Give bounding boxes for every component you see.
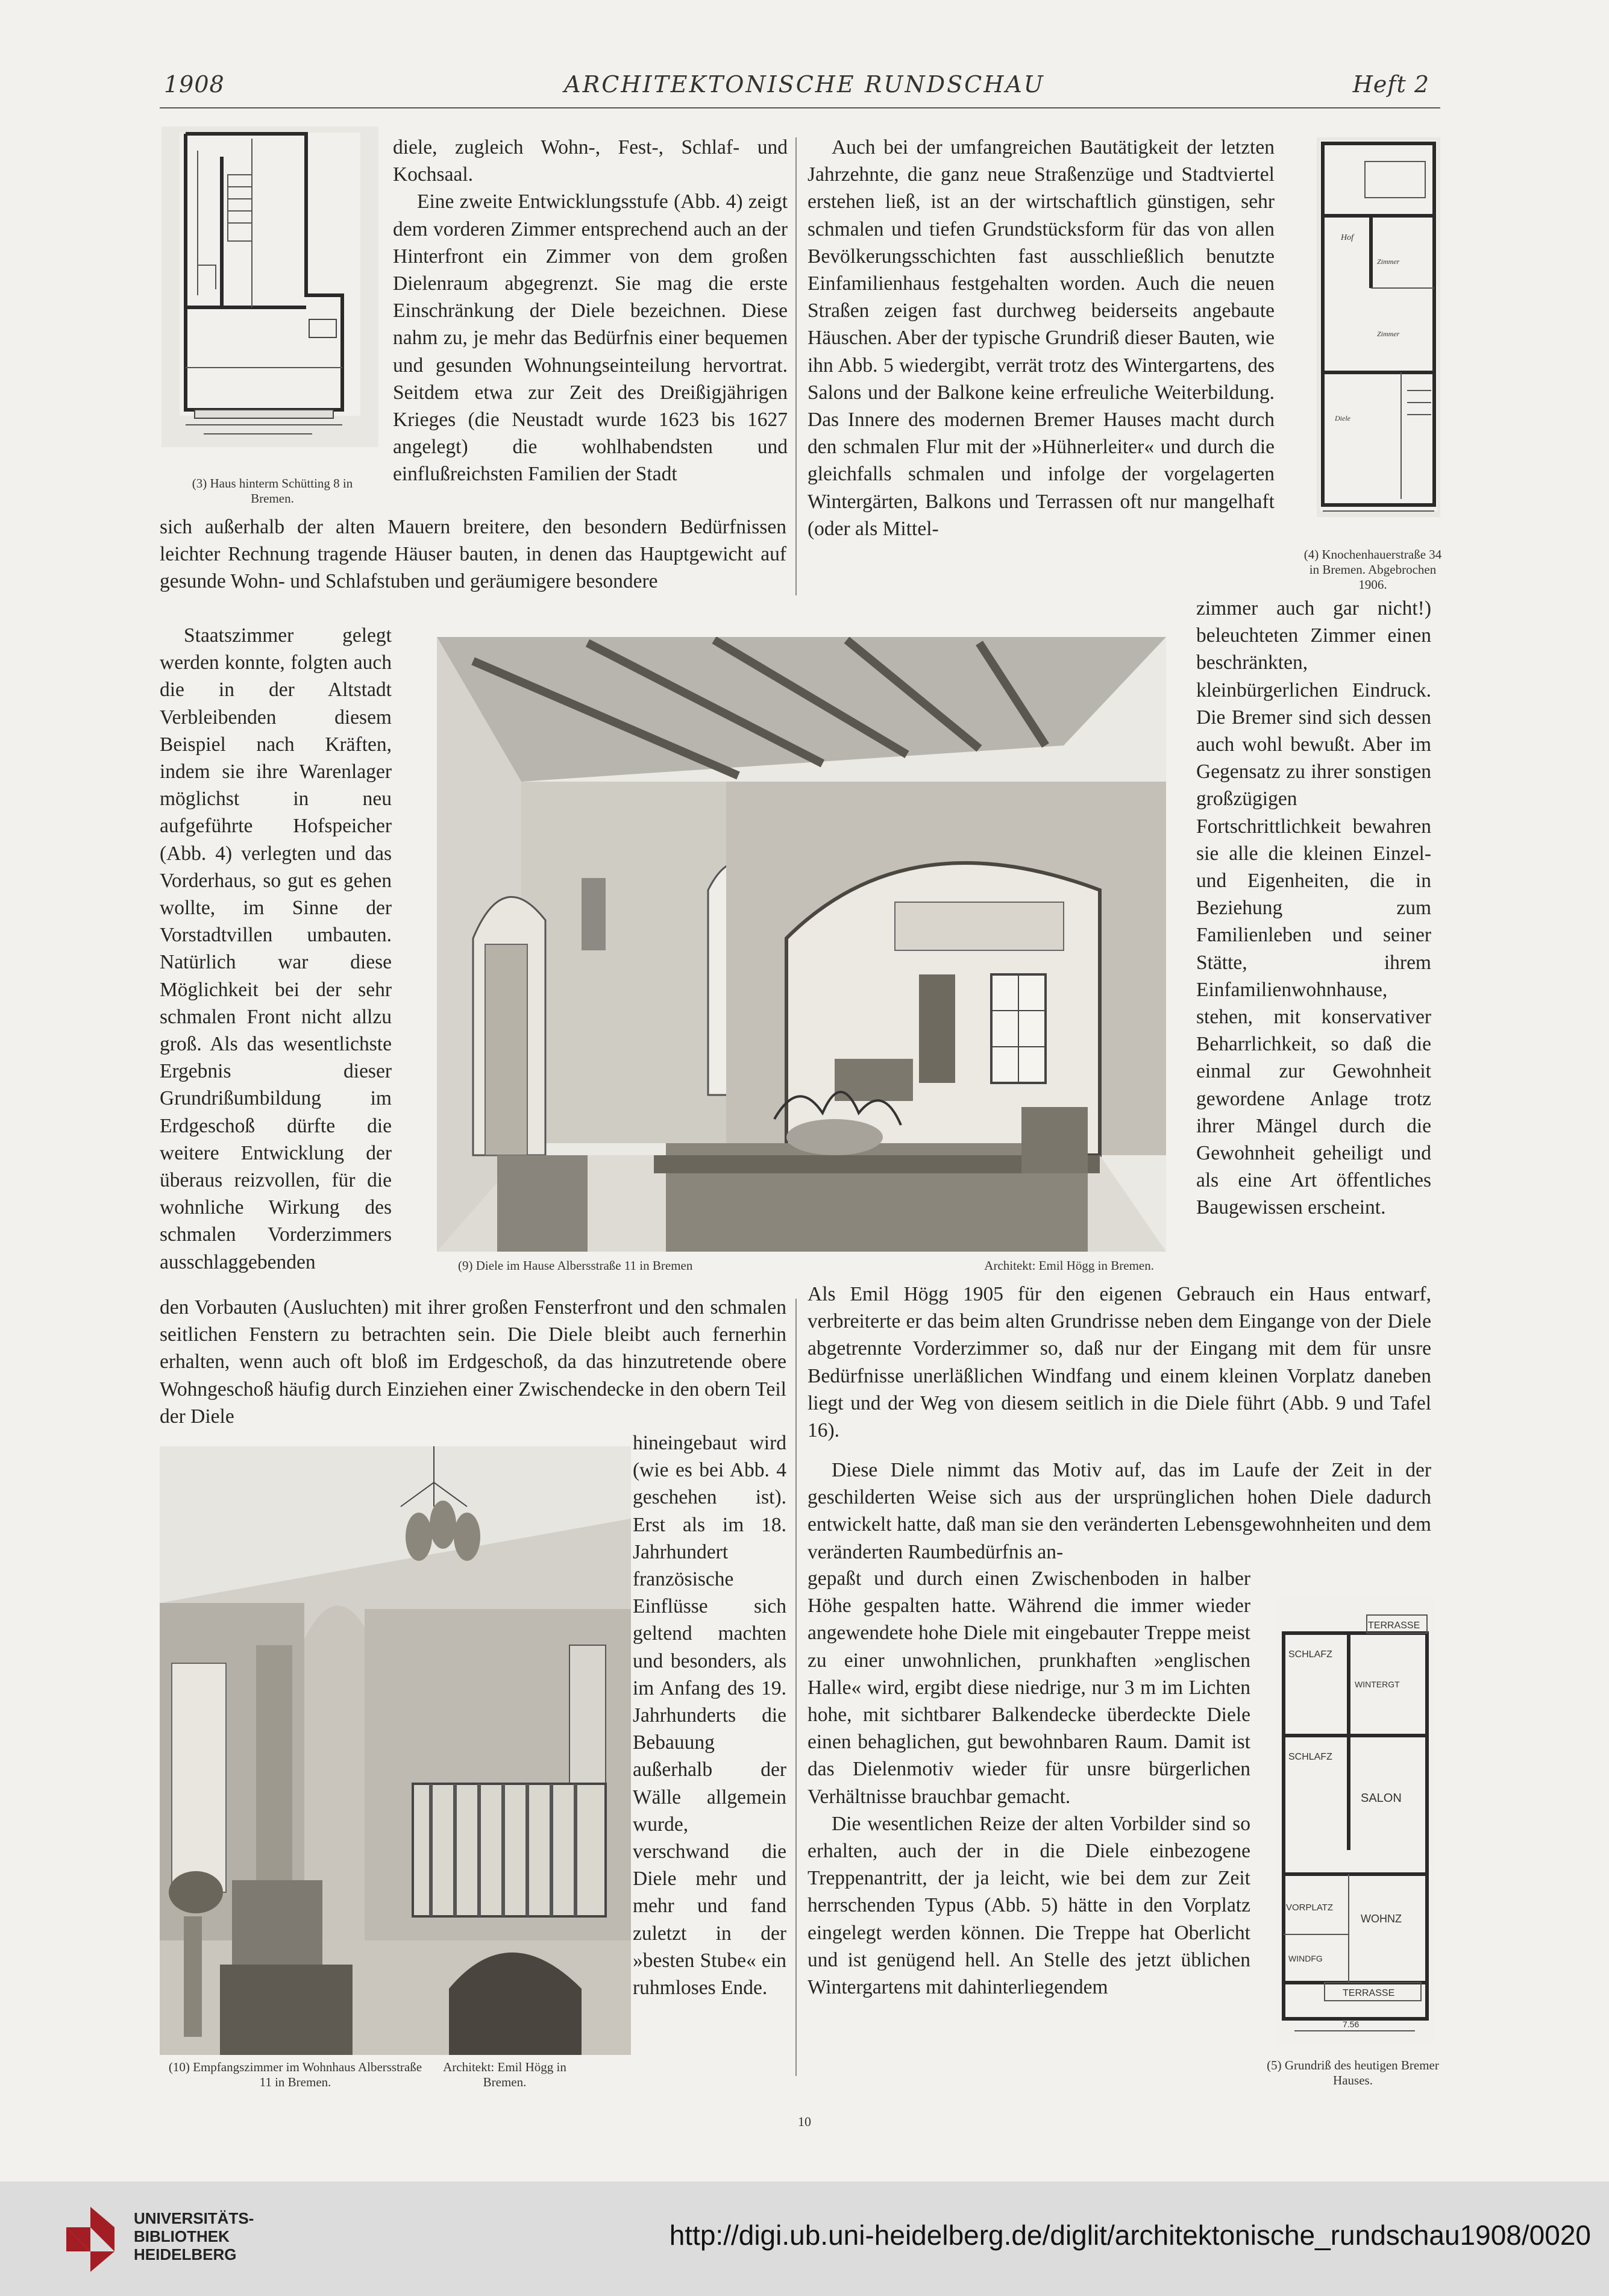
figure-9-caption-right: Architekt: Emil Högg in Bremen. <box>984 1258 1154 1273</box>
plan4-label-zimmer-1: Zimmer <box>1377 257 1400 266</box>
figure-4-floor-plan <box>1317 137 1440 517</box>
plan4-label-diele: Diele <box>1335 414 1350 422</box>
library-name <box>134 2209 254 2263</box>
col1-full-text: sich außerhalb der alten Mauern breitere, den besondern Bedürfnissen leichter Rechnung tragende Häuser bauten, in denen das Hauptgewicht auf gesunde Wohn- und Schlafstuben und geräumigere besondere <box>160 516 786 593</box>
library-name-line-3: HEIDELBERG <box>134 2245 237 2263</box>
col2-lower-text <box>808 1457 1431 1566</box>
col1-narrow-text: Staatszimmer gelegt werden konnte, folgten auch die in der Altstadt Verbleibenden diesem Beispiel nach Kräften, indem sie ihre Warenlager möglichst in neu aufgeführte Hofspeicher (Abb. 4) verlegten und das Vorderhaus, so gut es gehen wollte, im Sinne der Vorstadtvillen umbauten. Natürlich war diese Möglichkeit bei der sehr schmalen Front nicht allzu groß. Als das wesentlichste Ergebnis dieser Grundrißumbildung im Erdgeschoß dürfte die weitere Entwicklung der überaus reizvollen, für die wohnliche Wirkung des schmalen Vorderzimmers ausschlaggebenden <box>160 624 392 1273</box>
library-name-line-1: UNIVERSITÄTS- <box>134 2209 254 2227</box>
plan5-label-terrasse-top: TERRASSE <box>1368 1620 1420 1631</box>
library-name-line-2: BIBLIOTHEK <box>134 2227 230 2245</box>
source-url-link[interactable]: http://digi.ub.uni-heidelberg.de/diglit/architektonische_rundschau1908/0020 <box>669 2219 1591 2251</box>
university-library-logo-icon <box>54 2203 127 2276</box>
plan5-label-schlafz-1: SCHLAFZ <box>1288 1649 1332 1660</box>
figure-3-floor-plan <box>162 127 378 447</box>
header-rule <box>160 107 1440 108</box>
figure-5-caption: (5) Grundriß des heutigen Bremer Hauses. <box>1267 2058 1439 2087</box>
plan5-label-dim: 7.56 <box>1343 2019 1360 2029</box>
column-divider <box>795 1299 797 2076</box>
plan5-label-terrasse-bottom: TERRASSE <box>1343 1988 1395 1998</box>
plan5-label-wintergt: WINTERGT <box>1355 1680 1400 1689</box>
figure-10-caption-right: Architekt: Emil Högg in Bremen. <box>443 2060 566 2089</box>
header-year: 1908 <box>164 71 225 98</box>
plan4-label-hof: Hof <box>1341 233 1353 242</box>
digitization-footer <box>0 2182 1609 2296</box>
col2-paragraph-p2a: Diese Diele nimmt das Motiv auf, das im Laufe der Zeit in der geschilderten Weise sich aus der ursprünglichen hohen Diele dadurch entwickelt hatte, daß man sie den veränderten Lebensgewohnheiten und dem veränderten Raumbedürfnis an- <box>808 1459 1431 1563</box>
col2-upper-text: Auch bei der umfangreichen Bautätigkeit der letzten Jahrzehnte, die ganz neue Straßenzüge und Stadtviertel erstehen ließ, ist an der wirtschaftlich günstigen, sehr schmalen und tiefen Grundstücksform für das von allen Bevölkerungsschichten fast ausschließlich benutzte Einfamilienhaus festgehalten worden. Auch die neuen Straßen zeigen fast durchweg beiderseits angebaute Häuschen. Aber der typische Grundriß dieser Bauten, wie ihn Abb. 5 wiedergibt, verrät trotz des Wintergartens, des Salons und der Balkone keine erfreuliche Weiterbildung. Das Innere des modernen Bremer Hauses macht durch den schmalen Flur mit der »Hühnerleiter« und durch die gleichfalls schmalen und infolge der vorgelagerten Wintergärten, Balkons und Terrassen oft nur mangelhaft (oder als Mittel- <box>808 136 1275 540</box>
figure-3-caption: (3) Haus hinterm Schütting 8 in Bremen. <box>192 476 353 506</box>
col2-wide-text: Als Emil Högg 1905 für den eigenen Gebrauch ein Haus entwarf, verbreiterte er das beim alten Grundrisse neben dem Eingange von der Diele abgetrennte Vorderzimmer so, daß nur der Eingang mit dem für unsre Bedürfnisse unerläßlichen Windfang und einem kleinen Vorplatz daneben liegt und der Weg von diesem seitlich in die Diele führt (Abb. 9 und Tafel 16). <box>808 1283 1431 1442</box>
plan5-label-schlafz-2: SCHLAFZ <box>1288 1752 1332 1762</box>
col1-paragraph-2: Eine zweite Entwicklungsstufe (Abb. 4) zeigt dem vorderen Zimmer entsprechend auch an der Hinterfront ein Zimmer von dem großen Dielenraum abgegrenzt. Sie mag die erste Einschränkung der Diele bezeichnen. Diese nahm zu, je mehr das Bedürfnis einer bequemen und gesunden Wohnungseinteilung hervortrat. Seitdem etwa zur Zeit des Dreißigjährigen Krieges (die Neustadt wurde 1623 bis 1627 angelegt) die wohlhabendsten und einflußreichsten Familien der Stadt <box>393 190 788 486</box>
col1-bottom-text: hineingebaut wird (wie es bei Abb. 4 geschehen ist). Erst als im 18. Jahrhundert französische Einflüsse sich geltend machten und besonders, als im Anfang des 19. Jahrhunderts die Bebauung außerhalb der Wälle allgemein wurde, verschwand die Diele mehr und mehr und fand zuletzt in der »besten Stube« ein ruhmloses Ende. <box>633 1432 786 2000</box>
plan5-label-wohnz: WOHNZ <box>1361 1913 1402 1925</box>
header-title: ARCHITEKTONISCHE RUNDSCHAU <box>564 71 1045 98</box>
col1-upper-text <box>393 134 788 488</box>
col2-narrow-lower-text <box>808 1565 1250 2001</box>
page-number: 10 <box>798 2114 811 2129</box>
figure-9-caption-left: (9) Diele im Hause Albersstraße 11 in Bremen <box>458 1258 693 1273</box>
figure-4-caption: (4) Knochenhauerstraße 34 in Bremen. Abgebrochen 1906. <box>1303 547 1442 592</box>
col2-paragraph-p3: Die wesentlichen Reize der alten Vorbilder sind so erhalten, auch der in die Diele einbezogene Treppenantritt, der ja leicht, wie bei dem zur Zeit herrschenden Typus (Abb. 5) hätte in den Vorplatz eingelegt werden können. Die Treppe hat Oberlicht und ist genügend hell. An Stelle des jetzt üblichen Wintergartens mit dahinterliegendem <box>808 1812 1250 1999</box>
plan5-label-vorplatz: VORPLATZ <box>1286 1902 1334 1913</box>
column-divider <box>795 137 797 595</box>
col1-paragraph-1: diele, zugleich Wohn-, Fest-, Schlaf- und Kochsaal. <box>393 136 788 186</box>
plan5-label-salon: SALON <box>1361 1792 1402 1805</box>
col1-after-text: den Vorbauten (Ausluchten) mit ihrer großen Fensterfront und den schmalen seitlichen Fenstern zu betrachten sein. Die Diele bleibt auch fernerhin erhalten, wenn auch oft bloß im Erdgeschoß, da das hinzutretende obere Wohngeschoß häufig durch Einziehen einer Zwischendecke in den obern Teil der Diele <box>160 1296 786 1428</box>
figure-10-reception-room-illustration <box>160 1446 631 2055</box>
col2-paragraph-p2b: gepaßt und durch einen Zwischenboden in halber Höhe gespalten hatte. Während die immer wieder angewendete hohe Diele mit eingebauter Treppe meist zu einer unwohnlichen, prunkhaften »englischen Halle« wird, ergibt diese niedrige, nur 3 m im Lichten hohe, mit sichtbarer Balkendecke überdeckte Diele einen behaglichen, gut bewohnbaren Raum. Damit ist das Dielenmotiv wieder für unsre bürgerlichen Verhältnisse brauchbar gemacht. <box>808 1567 1250 1808</box>
figure-5-floor-plan <box>1276 1597 1434 2046</box>
plan4-label-zimmer-2: Zimmer <box>1377 330 1400 338</box>
plan5-label-windfg: WINDFG <box>1288 1954 1323 1963</box>
header-issue: Heft 2 <box>1352 71 1429 98</box>
col2-narrow-text: zimmer auch gar nicht!) beleuchteten Zimmer einen beschränkten, kleinbürgerlichen Eindruck. Die Bremer sind sich dessen auch wohl bewußt. Aber im Gegensatz zu ihrer sonstigen großzügigen Fortschrittlichkeit bewahren sie alle die kleinen Einzel- und Eigenheiten, die in Beziehung zum Familienleben und seiner Stätte, ihrem Einfamilienwohnhause, stehen, mit konservativer Beharrlichkeit, so daß die einmal zur Gewohnheit gewordene Anlage trotz ihrer Mängel durch die Gewohnheit geheiligt und als eine Art öffentliches Baugewissen erscheint. <box>1196 597 1431 1219</box>
figure-10-caption-left: (10) Empfangszimmer im Wohnhaus Albersstraße 11 in Bremen. <box>168 2060 422 2089</box>
figure-9-hall-illustration <box>437 637 1166 1252</box>
